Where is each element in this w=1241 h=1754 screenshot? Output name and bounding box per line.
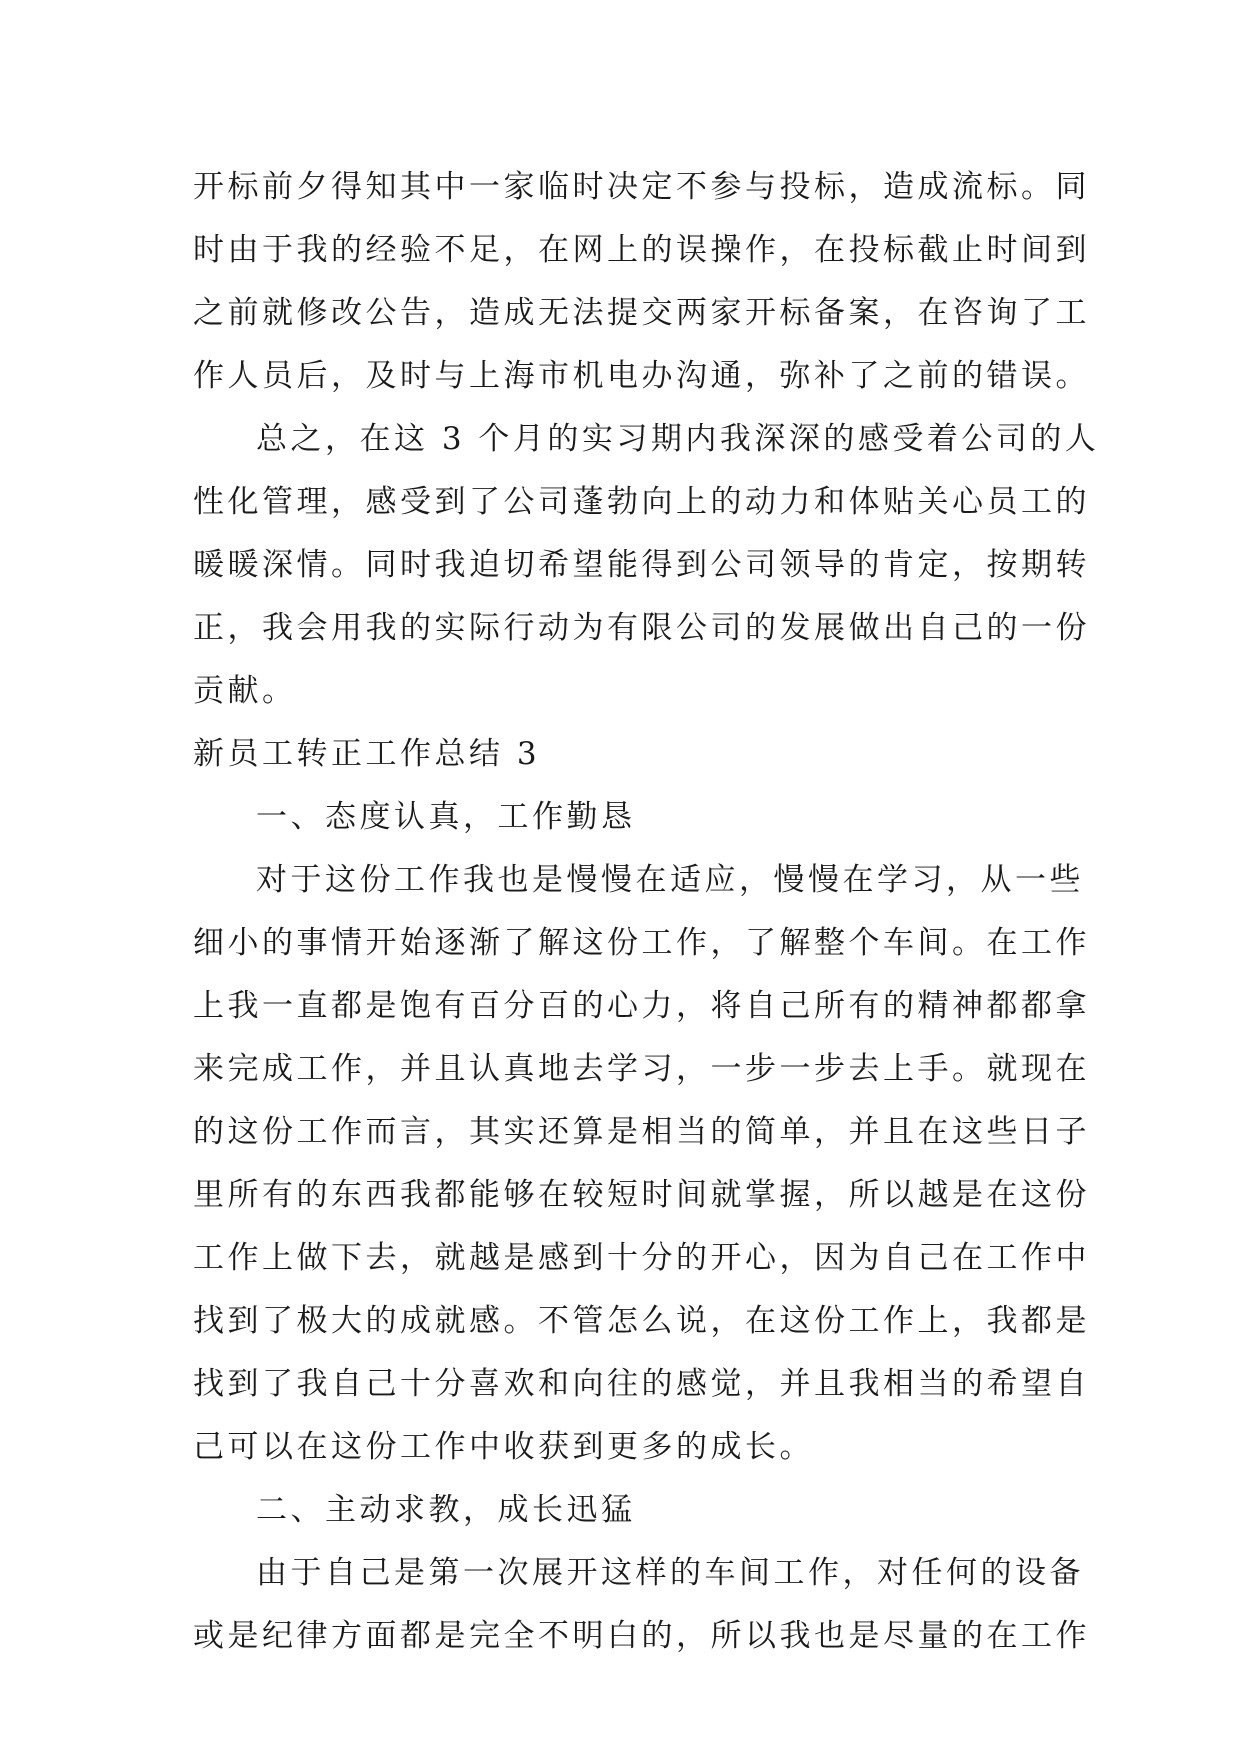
text-line: 找到了我自己十分喜欢和向往的感觉，并且我相当的希望自 [193,1366,1090,1402]
text-line: 或是纪律方面都是完全不明白的，所以我也是尽量的在工作 [193,1618,1090,1654]
text-line: 性化管理，感受到了公司蓬勃向上的动力和体贴关心员工的 [193,484,1090,520]
text-line: 开标前夕得知其中一家临时决定不参与投标，造成流标。同 [193,169,1090,205]
text-line: 时由于我的经验不足，在网上的误操作，在投标截止时间到 [193,232,1090,268]
text-line: 暖暖深情。同时我迫切希望能得到公司领导的肯定，按期转 [193,547,1090,583]
text-line: 己可以在这份工作中收获到更多的成长。 [193,1429,814,1465]
text-line: 的这份工作而言，其实还算是相当的简单，并且在这些日子 [193,1114,1090,1150]
text-line: 找到了极大的成就感。不管怎么说，在这份工作上，我都是 [193,1303,1090,1339]
text-line: 正，我会用我的实际行动为有限公司的发展做出自己的一份 [193,610,1090,646]
text-line: 上我一直都是饱有百分百的心力，将自己所有的精神都都拿 [193,988,1090,1024]
paragraph-first-line: 对于这份工作我也是慢慢在适应，慢慢在学习，从一些 [256,862,1084,898]
text-line: 作人员后，及时与上海市机电办沟通，弥补了之前的错误。 [193,358,1090,394]
paragraph-first-line: 由于自己是第一次展开这样的车间工作，对任何的设备 [256,1555,1084,1591]
subheading: 一、态度认真，工作勤恳 [256,799,636,835]
text-line: 工作上做下去，就越是感到十分的开心，因为自己在工作中 [193,1240,1090,1276]
text-line: 细小的事情开始逐渐了解这份工作，了解整个车间。在工作 [193,925,1090,961]
paragraph-first-line: 总之，在这 3 个月的实习期内我深深的感受着公司的人 [256,421,1100,457]
text-line: 贡献。 [193,673,297,709]
section-title: 新员工转正工作总结 3 [193,736,541,772]
subheading: 二、主动求教，成长迅猛 [256,1492,636,1528]
text-line: 之前就修改公告，造成无法提交两家开标备案，在咨询了工 [193,295,1090,331]
text-line: 里所有的东西我都能够在较短时间就掌握，所以越是在这份 [193,1177,1090,1213]
text-line: 来完成工作，并且认真地去学习，一步一步去上手。就现在 [193,1051,1090,1087]
